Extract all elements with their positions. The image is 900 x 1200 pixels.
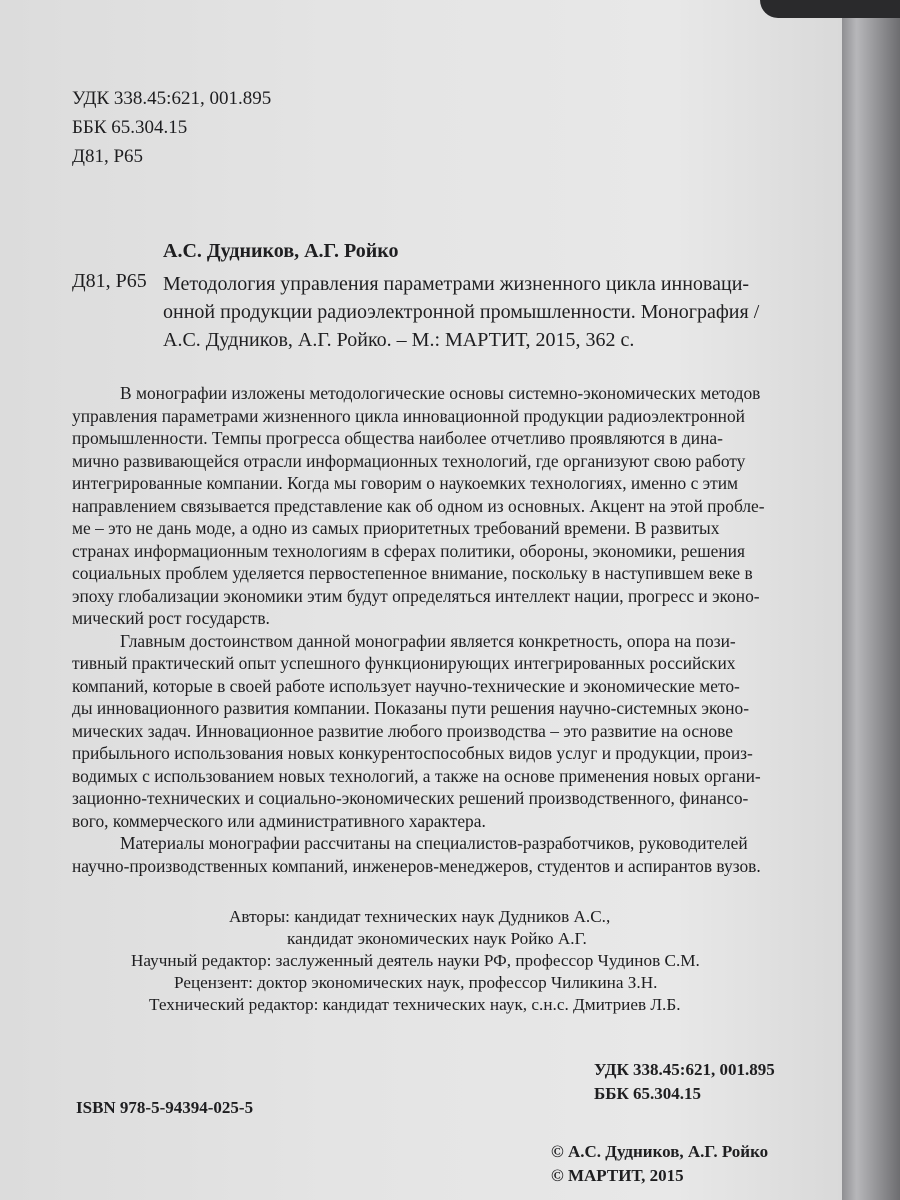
bbk-code-bottom: ББК 65.304.15 [594,1084,702,1103]
description-line: онной продукции радиоэлектронной промышленности. Монография / [163,301,760,323]
abstract-line: направлением связывается представление как об одном из основных. Акцент на этой пробле- [72,495,765,516]
abstract-line: мично развивающейся отрасли информационных технологий, где организуют свою работу [72,450,746,471]
background-shadow [760,0,900,18]
abstract-line: компаний, которые в своей работе использует научно-технические и экономические мето- [72,675,740,696]
classification-codes [72,84,271,171]
abstract-line: эпоху глобализации экономики этим будут определяться интеллект нации, прогресс и эконо- [72,585,760,606]
abstract-line: Материалы монографии рассчитаны на специалистов-разработчиков, руководителей [120,833,748,853]
copyright-publisher: © МАРТИТ, 2015 [551,1166,684,1185]
abstract-line: ды инновационного развития компании. Показаны пути решения научно-системных эконо- [72,698,750,718]
reviewer-credit: Рецензент: доктор экономических наук, профессор Чиликина З.Н. [174,973,658,992]
abstract-line: тивный практический опыт успешного функционирующих интегрированных российских [72,653,736,673]
bibliographic-description [163,270,759,354]
abstract-line: научно-производственных компаний, инженеров-менеджеров, студентов и аспирантов вузов. [72,855,761,876]
abstract-line: мический рост государств. [72,608,270,628]
abstract-line: интегрированные компании. Когда мы говорим о наукоемких технологиях, именно с этим [72,473,739,493]
abstract-line: ме – это не дань моде, а одно из самых приоритетных требований времени. В развитых [72,518,720,538]
abstract-line: прибыльного использования новых конкурентоспособных видов услуг и продукции, произ- [72,743,753,763]
description-line: А.С. Дудников, А.Г. Ройко. – М.: МАРТИТ, 2015, 362 с. [163,329,635,351]
isbn: ISBN 978-5-94394-025-5 [76,1098,254,1117]
udk-code-bottom: УДК 338.45:621, 001.895 [594,1060,775,1079]
page-edge-shadow [842,0,900,1200]
bottom-classification-codes [594,1058,775,1106]
copyright-block [551,1140,768,1188]
co-author-credit: кандидат экономических наук Ройко А.Г. [287,929,587,948]
scientific-editor-credit: Научный редактор: заслуженный деятель науки РФ, профессор Чудинов С.М. [131,951,700,970]
description-line: Методология управления параметрами жизненного цикла инноваци- [163,273,750,295]
abstract-line: вого, коммерческого или административного характера. [72,810,486,831]
abstract [72,382,798,877]
authors-heading: А.С. Дудников, А.Г. Ройко [163,240,399,262]
abstract-line: социальных проблем уделяется первостепенное внимание, поскольку в наступившем веке в [72,563,753,583]
description-code: Д81, Р65 [72,270,147,292]
technical-editor-credit: Технический редактор: кандидат технических наук, с.н.с. Дмитриев Л.Б. [149,995,681,1014]
abstract-line: водимых с использованием новых технологий, а также на основе применения новых органи- [72,765,761,786]
copyright-authors: © А.С. Дудников, А.Г. Ройко [551,1142,769,1161]
udk-code: УДК 338.45:621, 001.895 [72,88,272,109]
abstract-line: мических задач. Инновационное развитие любого производства – это развитие на основе [72,720,733,741]
author-sign: Д81, Р65 [72,146,144,167]
authors-credit: Авторы: кандидат технических наук Дудников А.С., [229,907,611,926]
bbk-code: ББК 65.304.15 [72,117,188,138]
abstract-line: промышленности. Темпы прогресса общества наиболее отчетливо проявляются в дина- [72,428,723,448]
abstract-line: управления параметрами жизненного цикла инновационной продукции радиоэлектронной [72,405,745,426]
abstract-line: зационно-технических и социально-экономических решений производственного, финансо- [72,788,749,808]
abstract-line: В монографии изложены методологические основы системно-экономических методов [120,383,761,403]
abstract-line: Главным достоинством данной монографии является конкретность, опора на пози- [120,630,736,651]
abstract-line: странах информационным технологиям в сферах политики, обороны, экономики, решения [72,540,745,561]
